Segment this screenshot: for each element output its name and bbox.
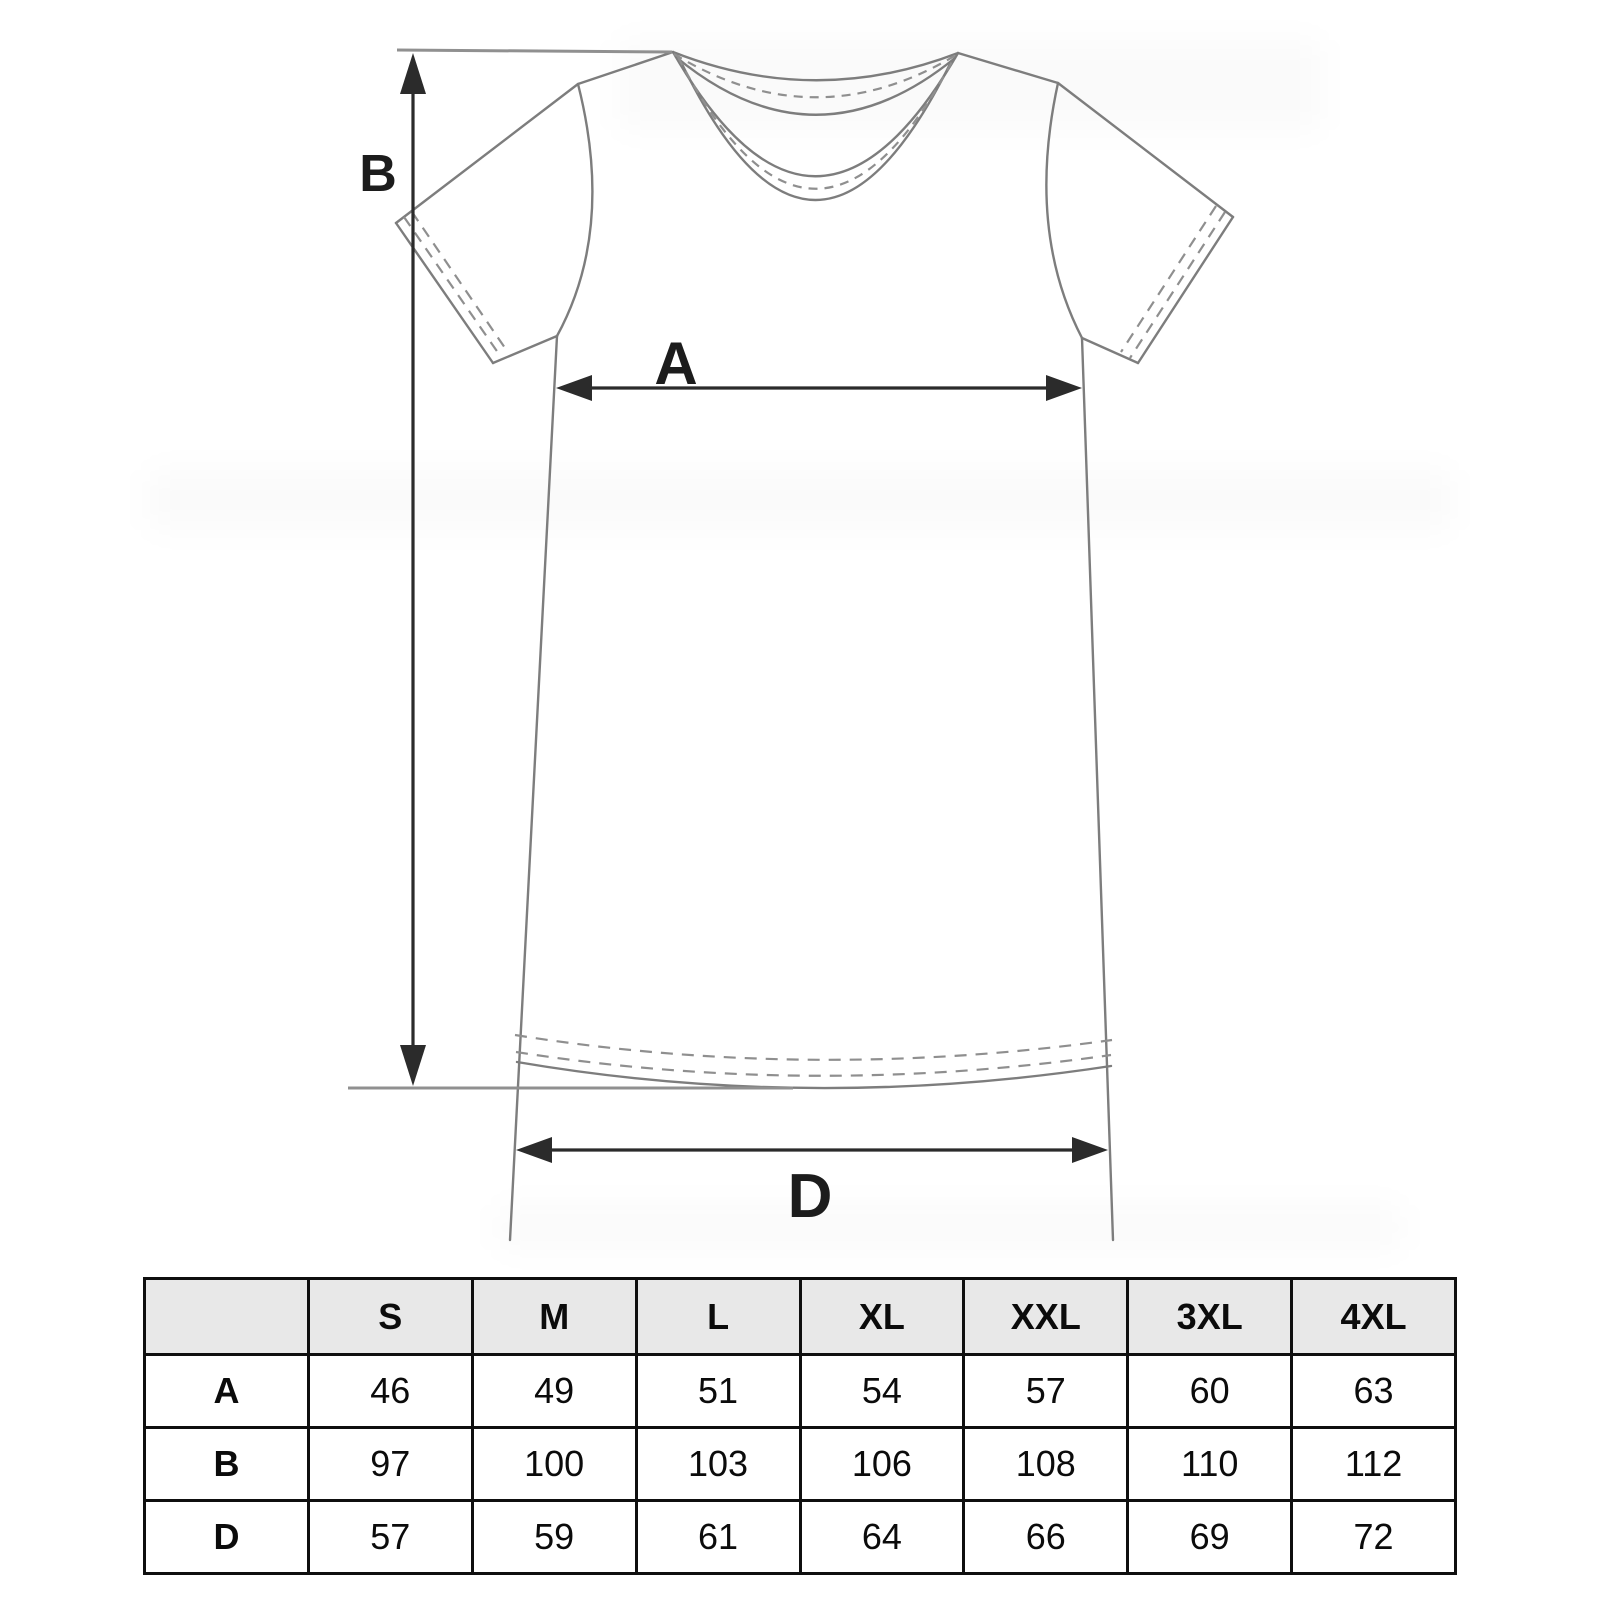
table-row-a (145, 1355, 1456, 1428)
size-value-cell: 59 (472, 1501, 636, 1574)
collar-front-inner (681, 62, 951, 200)
left-sleeve-cuff (396, 223, 493, 363)
right-cuff-stitch-2 (1121, 206, 1216, 352)
right-sleeve-top (1058, 83, 1233, 217)
right-armhole-seam (1046, 83, 1082, 338)
table-row-b (145, 1428, 1456, 1501)
size-value-cell: 100 (472, 1428, 636, 1501)
size-column-header: 3XL (1128, 1279, 1292, 1355)
size-column-header: XXL (964, 1279, 1128, 1355)
collar-back-outer (673, 52, 958, 80)
left-armhole-seam (557, 84, 592, 336)
shirt-outline (396, 52, 1233, 1240)
size-value-cell: 46 (308, 1355, 472, 1428)
arrowhead-right (1072, 1137, 1108, 1163)
size-value-cell: 72 (1292, 1501, 1456, 1574)
measure-label-d: D (787, 1162, 833, 1231)
arrowhead-left (556, 375, 592, 401)
left-underarm (493, 336, 557, 363)
size-column-header: 4XL (1292, 1279, 1456, 1355)
right-shoulder-seam (958, 53, 1058, 83)
size-table-header-row (145, 1279, 1456, 1355)
top-extension-line (397, 50, 672, 52)
size-column-header: M (472, 1279, 636, 1355)
right-underarm (1082, 338, 1138, 363)
size-value-cell: 110 (1128, 1428, 1292, 1501)
size-value-cell: 108 (964, 1428, 1128, 1501)
size-value-cell: 60 (1128, 1355, 1292, 1428)
right-side-seam (1082, 338, 1113, 1240)
arrowhead-down (400, 1045, 426, 1086)
right-sleeve-cuff (1138, 217, 1233, 363)
size-value-cell: 106 (800, 1428, 964, 1501)
left-side-seam (510, 336, 557, 1240)
measure-b-arrow (400, 53, 426, 1086)
measure-labels (359, 145, 832, 1231)
right-cuff-stitch-1 (1130, 212, 1225, 358)
table-row-d (145, 1501, 1456, 1574)
row-label: A (145, 1355, 309, 1428)
size-column-header: S (308, 1279, 472, 1355)
arrowhead-up (400, 53, 426, 94)
row-label: B (145, 1428, 309, 1501)
size-value-cell: 66 (964, 1501, 1128, 1574)
size-column-header: L (636, 1279, 800, 1355)
size-column-header: XL (800, 1279, 964, 1355)
arrowhead-left (516, 1137, 552, 1163)
size-value-cell: 103 (636, 1428, 800, 1501)
size-value-cell: 61 (636, 1501, 800, 1574)
left-cuff-stitch-1 (404, 217, 501, 357)
left-cuff-stitch-2 (412, 212, 505, 348)
size-value-cell: 54 (800, 1355, 964, 1428)
size-value-cell: 51 (636, 1355, 800, 1428)
measure-d-arrow (516, 1137, 1108, 1163)
left-sleeve-top (396, 84, 578, 223)
left-shoulder-seam (578, 52, 673, 84)
size-value-cell: 57 (964, 1355, 1128, 1428)
measure-label-b: B (359, 145, 397, 203)
arrowhead-right (1046, 375, 1082, 401)
measure-a-arrow (556, 375, 1082, 401)
hem-stitch-1 (515, 1035, 1112, 1060)
measure-label-a: A (654, 330, 698, 397)
size-value-cell: 64 (800, 1501, 964, 1574)
size-value-cell: 112 (1292, 1428, 1456, 1501)
size-value-cell: 63 (1292, 1355, 1456, 1428)
size-value-cell: 97 (308, 1428, 472, 1501)
size-value-cell: 49 (472, 1355, 636, 1428)
hem-stitch-2 (516, 1052, 1111, 1076)
size-table (143, 1277, 1457, 1575)
corner-cell (145, 1279, 309, 1355)
size-value-cell: 69 (1128, 1501, 1292, 1574)
size-value-cell: 57 (308, 1501, 472, 1574)
size-table-container (143, 1277, 1457, 1575)
row-label: D (145, 1501, 309, 1574)
collar-back-stitch (674, 54, 956, 97)
extension-lines (348, 50, 793, 1088)
collar-back-inner (676, 57, 955, 115)
